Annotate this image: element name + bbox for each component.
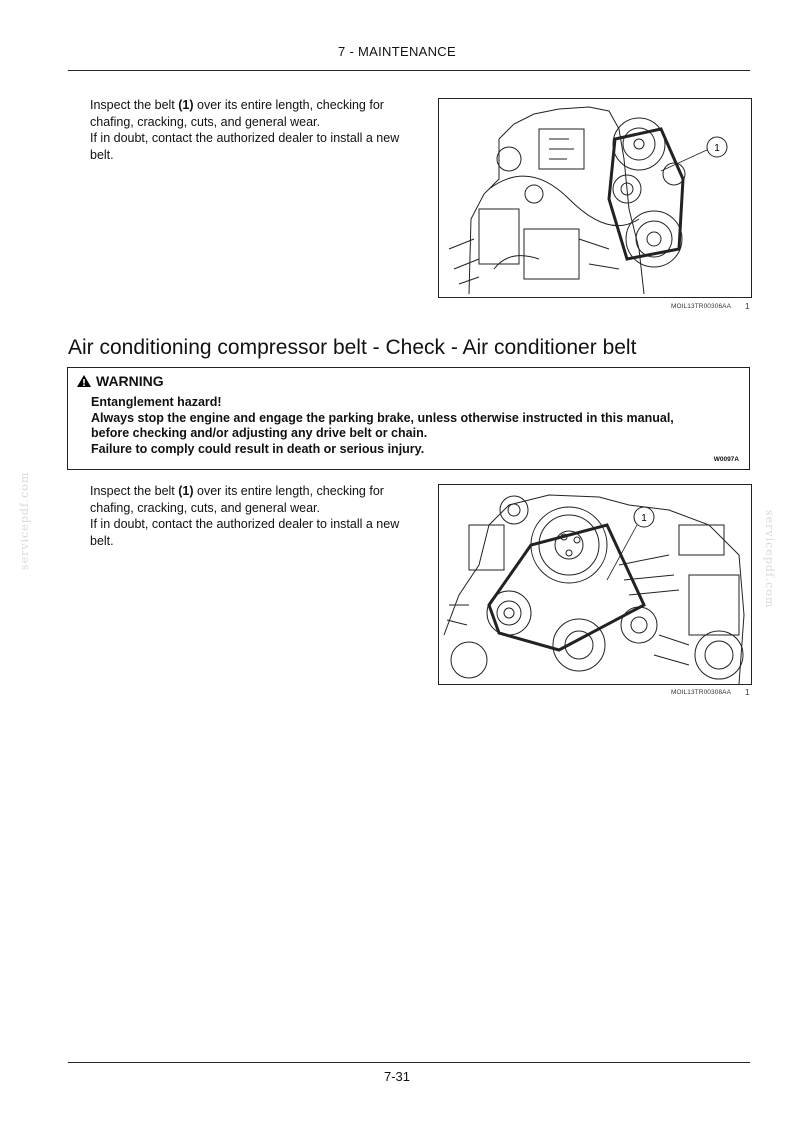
paragraph-line: belt.: [90, 533, 114, 548]
engine-illustration: [439, 99, 751, 297]
figure-number: 1: [745, 302, 750, 311]
header-rule: [68, 70, 750, 71]
paragraph-line: Inspect the belt (1) over its entire length, checking for: [90, 484, 384, 498]
warning-box: [67, 367, 750, 470]
belt-inspection-text-2: [90, 483, 420, 549]
paragraph-line: chafing, cracking, cuts, and general wear.: [90, 114, 320, 129]
warning-code: W0097A: [713, 456, 739, 463]
warning-text: [91, 395, 741, 457]
callout-label: 1: [714, 143, 720, 154]
figure-number: 1: [745, 688, 750, 697]
callout-label: 1: [641, 513, 647, 524]
warning-line: Entanglement hazard!: [91, 395, 222, 409]
warning-heading: WARNING: [76, 373, 164, 389]
chapter-header: 7 - MAINTENANCE: [338, 44, 456, 59]
footer-rule: [68, 1062, 750, 1063]
section-title: Air conditioning compressor belt - Check - Air conditioner belt: [68, 336, 637, 359]
warning-line: Failure to comply could result in death or serious injury.: [91, 441, 425, 456]
warning-line: Always stop the engine and engage the parking brake, unless otherwise instructed in this manual,: [91, 410, 674, 425]
figure-id: MOIL13TR00306AA: [671, 303, 732, 310]
watermark-right: servicepdf.com: [763, 510, 776, 609]
engine-belt-figure-2: [438, 484, 752, 685]
reference-number: (1): [178, 98, 194, 112]
paragraph-line: If in doubt, contact the authorized dealer to install a new: [90, 517, 400, 531]
warning-line: before checking and/or adjusting any drive belt or chain.: [91, 426, 428, 440]
engine-belt-figure-1: [438, 98, 752, 298]
warning-triangle-icon: [76, 374, 92, 388]
page-number: 7-31: [383, 1069, 411, 1084]
figure-id: MOIL13TR00308AA: [671, 689, 732, 696]
watermark-left: servicepdf.com: [18, 471, 31, 570]
reference-number: (1): [178, 484, 194, 498]
paragraph-line: chafing, cracking, cuts, and general wear.: [90, 500, 320, 515]
engine-illustration: [439, 485, 751, 684]
paragraph-line: Inspect the belt (1) over its entire length, checking for: [90, 98, 384, 112]
belt-inspection-text-1: [90, 97, 420, 163]
paragraph-line: If in doubt, contact the authorized dealer to install a new: [90, 131, 400, 145]
paragraph-line: belt.: [90, 147, 114, 162]
